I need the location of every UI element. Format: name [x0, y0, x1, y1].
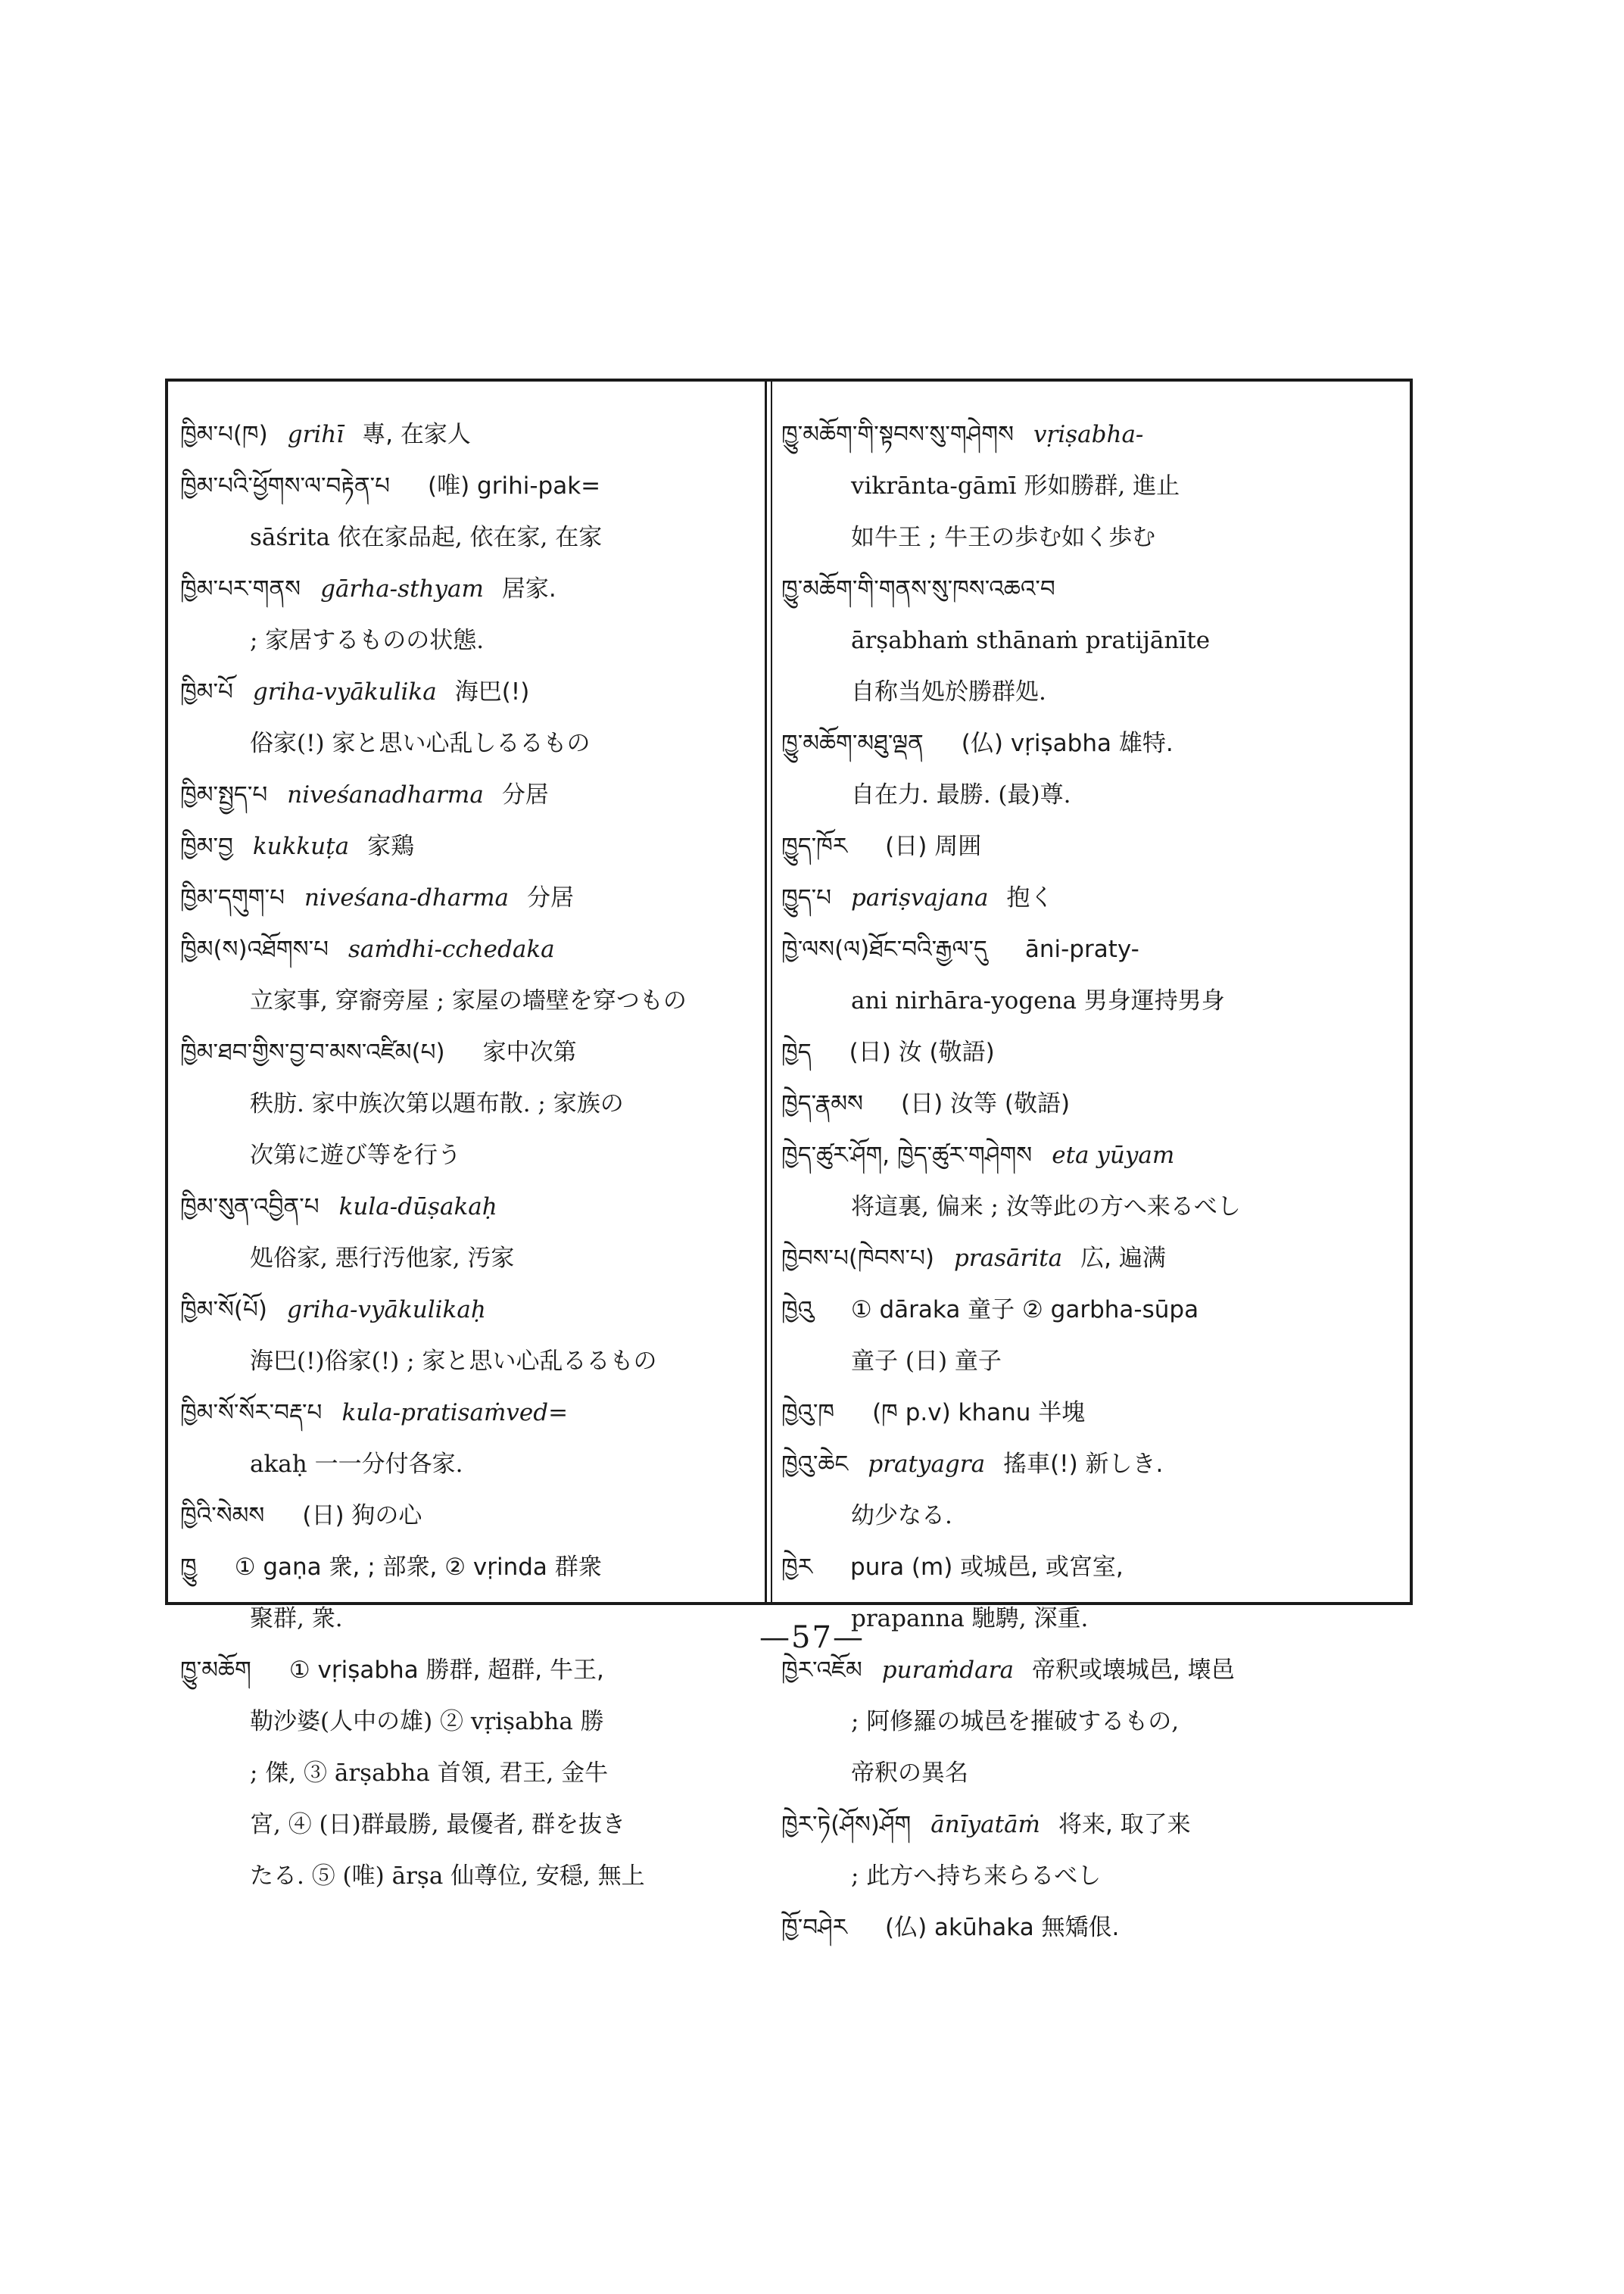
entry-headline: [781, 718, 1402, 769]
entry-headline: [781, 1078, 1402, 1130]
entry-continuation: 自称当処於勝群処.: [851, 678, 1046, 706]
entry-headline: [781, 821, 1402, 872]
dictionary-entry: [180, 1284, 756, 1387]
entry-continuation: 秩肪. 家中族次第以題布散. ; 家族の: [250, 1090, 624, 1117]
tibetan-headword: ཁྱོ་བཤེར: [781, 1914, 847, 1941]
entry-headline: [781, 924, 1402, 975]
entry-continuation: 宮, ④ (日)群最勝, 最優者, 群を抜き: [250, 1811, 626, 1838]
sanskrit-term: griha-vyākulikaḥ: [286, 1296, 486, 1323]
entry-headline: [781, 563, 1402, 615]
entry-continuation: vikrānta-gāmī 形如勝群, 進止: [851, 472, 1180, 500]
tibetan-headword: ཁྱེ་ལས(ལ)ཐོང་བའི་རྒྱལ་དུ: [781, 936, 987, 963]
entry-headline: [781, 409, 1402, 460]
dictionary-entry: [781, 1233, 1402, 1284]
sanskrit-term: pariṣvajana: [851, 884, 989, 912]
sanskrit-term: prasārita: [953, 1245, 1063, 1272]
definition: 家鶏: [367, 833, 415, 860]
dictionary-entry: [781, 1387, 1402, 1438]
dictionary-entry: [781, 821, 1402, 872]
definition: 広, 遍满: [1080, 1245, 1166, 1272]
entry-continuation: ; 此方へ持ち来らるべし: [851, 1862, 1102, 1890]
dictionary-entry: [180, 872, 756, 924]
tibetan-headword: ཁྱིའི་སེམས: [180, 1502, 265, 1529]
definition: 分居: [501, 781, 549, 809]
dictionary-entry: [781, 1902, 1402, 1953]
tibetan-headword: ཁྱེའུ: [781, 1296, 813, 1323]
sanskrit-term: eta yūyam: [1052, 1142, 1175, 1169]
definition: ① vṛiṣabha 勝群, 超群, 牛王,: [288, 1657, 604, 1684]
entry-headline: [781, 1438, 1402, 1490]
entry-headline: [180, 821, 756, 872]
entry-headline: [781, 872, 1402, 924]
dictionary-entry: [180, 1490, 756, 1541]
entry-continuation: 聚群, 衆.: [250, 1605, 343, 1632]
definition: (ཁ p.v) khanu 半塊: [872, 1399, 1086, 1426]
tibetan-headword: ཁྱིམ་དགུག་པ: [180, 884, 285, 912]
definition: āni-praty-: [1024, 936, 1139, 963]
tibetan-headword: ཁྱུ་མཆོག་གི་གནས་སུ་ཁས་འཆའ་བ: [781, 575, 1055, 603]
tibetan-headword: ཁྱེར་འཇོམ: [781, 1657, 862, 1684]
definition: 專, 在家人: [362, 421, 471, 448]
tibetan-headword: ཁྱེད་ཚུར་ཤོག, ཁྱེད་ཚུར་གཤེགས: [781, 1142, 1033, 1169]
entry-continuation: ārṣabhaṁ sthānaṁ pratijānīte: [851, 627, 1211, 654]
tibetan-headword: ཁྱེའུ་ཁ: [781, 1399, 835, 1426]
entry-continuation: たる. ⑤ (唯) ārṣa 仙尊位, 安穏, 無上: [250, 1862, 645, 1890]
entry-headline: [781, 1902, 1402, 1953]
sanskrit-term: grihī: [287, 421, 344, 448]
definition: 海巴(!): [454, 678, 530, 706]
dictionary-entry: [781, 872, 1402, 924]
tibetan-headword: ཁྱུད་ཁོར: [781, 833, 848, 860]
dictionary-entry: [781, 1078, 1402, 1130]
tibetan-headword: ཁྱིམ(ས)འཐོགས་པ: [180, 936, 329, 963]
dictionary-entry: [781, 409, 1402, 563]
sanskrit-term: niveśanadharma: [287, 781, 484, 809]
sanskrit-term: kula-pratisaṁved=: [341, 1399, 569, 1426]
entry-continuation: 如牛王 ; 牛王の歩む如く歩む: [851, 524, 1156, 551]
entry-continuation: 勒沙婆(人中の雄) ② vṛiṣabha 勝: [250, 1708, 604, 1735]
dictionary-entry: [180, 821, 756, 872]
sanskrit-term: saṁdhi-cchedaka: [348, 936, 555, 963]
entry-headline: [180, 409, 756, 460]
entry-headline: [781, 1130, 1402, 1181]
tibetan-headword: ཁྱེབས་པ(ཁེབས་པ): [781, 1245, 934, 1272]
dictionary-entry: [781, 1438, 1402, 1541]
entry-continuation: ; 傑, ③ ārṣabha 首領, 君王, 金牛: [250, 1759, 609, 1787]
entry-continuation: 次第に遊び等を行う: [250, 1142, 461, 1169]
definition: ① dāraka 童子 ② garbha-sūpa: [850, 1296, 1199, 1323]
entry-continuation: 処俗家, 悪行汚他家, 汚家: [250, 1245, 515, 1272]
entry-continuation: akaḥ 一一分付各家.: [250, 1451, 463, 1478]
right-column: [781, 409, 1402, 1953]
entry-headline: [180, 1387, 756, 1438]
tibetan-headword: ཁྱིམ་སུན་འབྱིན་པ: [180, 1193, 320, 1220]
tibetan-headword: ཁྱུ་མཆོག་གི་སྟབས་སུ་གཤེགས: [781, 421, 1014, 448]
tibetan-headword: ཁྱིམ་སྤྱད་པ: [180, 781, 268, 809]
tibetan-headword: ཁྱིམ་ཐབ་གྱིས་བྱ་བ་མས་འཛིམ(པ): [180, 1039, 445, 1066]
definition: (日) 汝 (敬語): [849, 1039, 995, 1066]
tibetan-headword: ཁྱུ: [180, 1554, 197, 1581]
entry-headline: [781, 1541, 1402, 1593]
dictionary-entry: [781, 1130, 1402, 1233]
tibetan-headword: ཁྱེར: [781, 1554, 813, 1581]
sanskrit-term: gārha-sthyam: [320, 575, 484, 603]
entry-headline: [180, 1181, 756, 1233]
definition: 家中次第: [482, 1039, 577, 1066]
entry-continuation: 自在力. 最勝. (最)尊.: [851, 781, 1071, 809]
dictionary-entry: [180, 1644, 756, 1902]
definition: 分居: [527, 884, 574, 912]
definition: 抱く: [1006, 884, 1054, 912]
dictionary-entry: [781, 1284, 1402, 1387]
tibetan-headword: ཁྱེར་ཏེ(ཤོས)ཤོག: [781, 1811, 912, 1838]
tibetan-headword: ཁྱུ་མཆོག: [180, 1657, 251, 1684]
dictionary-entry: [781, 924, 1402, 1027]
definition: (仏) akūhaka 無矯佷.: [885, 1914, 1120, 1941]
entry-headline: [180, 1027, 756, 1078]
entry-headline: [180, 666, 756, 718]
sanskrit-term: kukkuṭa: [252, 833, 350, 860]
entry-headline: [180, 460, 756, 512]
entry-continuation: 童子 (日) 童子: [851, 1348, 1002, 1375]
dictionary-entry: [781, 1027, 1402, 1078]
entry-headline: [781, 1027, 1402, 1078]
tibetan-headword: ཁྱིམ་བྱ: [180, 833, 233, 860]
sanskrit-term: griha-vyākulika: [252, 678, 437, 706]
entry-headline: [180, 563, 756, 615]
entry-headline: [781, 1799, 1402, 1850]
entry-continuation: 海巴(!)俗家(!) ; 家と思い心乱るるもの: [250, 1348, 657, 1375]
definition: 居家.: [501, 575, 556, 603]
sanskrit-term: niveśana-dharma: [304, 884, 509, 912]
tibetan-headword: ཁྱིམ་པར་གནས: [180, 575, 301, 603]
column-divider-inner: [771, 379, 772, 1605]
entry-continuation: 幼少なる.: [851, 1502, 952, 1529]
dictionary-entry: [180, 666, 756, 769]
entry-continuation: 立家事, 穿窬旁屋 ; 家屋の墻壁を穿つもの: [250, 987, 687, 1015]
entry-headline: [781, 1387, 1402, 1438]
entry-continuation: ani nirhāra-yogena 男身運持男身: [851, 987, 1225, 1015]
dictionary-entry: [180, 1387, 756, 1490]
definition: (唯) grihi-pak=: [428, 472, 601, 500]
definition: 搖車(!) 新しき.: [1003, 1451, 1164, 1478]
entry-continuation: ; 阿修羅の城邑を摧破するもの,: [851, 1708, 1180, 1735]
definition: (日) 汝等 (敬語): [900, 1090, 1071, 1117]
definition: (日) 狗の心: [302, 1502, 422, 1529]
sanskrit-term: puraṁdara: [881, 1657, 1014, 1684]
entry-continuation: sāśrita 依在家品起, 依在家, 在家: [250, 524, 603, 551]
dictionary-entry: [781, 718, 1402, 821]
entry-continuation: 将這裏, 偏来 ; 汝等此の方へ来るべし: [851, 1193, 1241, 1220]
page-number: —57—: [759, 1620, 865, 1655]
dictionary-entry: [781, 1799, 1402, 1902]
definition: 将来, 取了来: [1058, 1811, 1191, 1838]
column-divider: [765, 379, 767, 1605]
entry-headline: [180, 924, 756, 975]
entry-continuation: prapanna 馳騁, 深重.: [851, 1605, 1089, 1632]
dictionary-entry: [180, 409, 756, 460]
entry-headline: [180, 872, 756, 924]
entry-headline: [781, 1233, 1402, 1284]
dictionary-entry: [180, 563, 756, 666]
tibetan-headword: ཁྱུ་མཆོག་མཐུ་ལྡན: [781, 730, 924, 757]
entry-headline: [180, 1490, 756, 1541]
definition: ① gaṇa 衆, ; 部衆, ② vṛinda 群衆: [234, 1554, 602, 1581]
definition: 帝釈或壊城邑, 壊邑: [1031, 1657, 1235, 1684]
dictionary-entry: [781, 1644, 1402, 1799]
definition: (日) 周囲: [885, 833, 982, 860]
tibetan-headword: ཁྱིམ་སོ(པོ): [180, 1296, 267, 1323]
sanskrit-term: ānīyatāṁ: [930, 1811, 1040, 1838]
sanskrit-term: kula-dūṣakaḥ: [338, 1193, 497, 1220]
tibetan-headword: ཁྱེད་རྣམས: [781, 1090, 863, 1117]
entry-continuation: 帝釈の異名: [851, 1759, 968, 1787]
dictionary-entry: [781, 563, 1402, 718]
sanskrit-term: vṛiṣabha-: [1033, 421, 1144, 448]
entry-continuation: ; 家居するものの状態.: [250, 627, 485, 654]
tibetan-headword: ཁྱིམ་པའི་ཕྱོགས་ལ་བརྟེན་པ: [180, 472, 391, 500]
dictionary-entry: [180, 924, 756, 1027]
definition: pura (m) 或城邑, 或宮室,: [850, 1554, 1124, 1581]
entry-headline: [180, 1541, 756, 1593]
entry-headline: [180, 1284, 756, 1336]
tibetan-headword: ཁྱེའུ་ཆེང: [781, 1451, 849, 1478]
entry-continuation: 俗家(!) 家と思い心乱しるるもの: [250, 730, 591, 757]
dictionary-entry: [180, 1027, 756, 1181]
tibetan-headword: ཁྱུད་པ: [781, 884, 832, 912]
definition: (仏) vṛiṣabha 雄特.: [961, 730, 1174, 757]
tibetan-headword: ཁྱིམ་པོ: [180, 678, 233, 706]
entry-headline: [781, 1284, 1402, 1336]
sanskrit-term: pratyagra: [868, 1451, 986, 1478]
left-column: [180, 409, 756, 1902]
tibetan-headword: ཁྱིམ་པ(ཁ): [180, 421, 268, 448]
dictionary-entry: [180, 1181, 756, 1284]
entry-headline: [180, 769, 756, 821]
dictionary-entry: [180, 769, 756, 821]
dictionary-entry: [180, 460, 756, 563]
tibetan-headword: ཁྱེད: [781, 1039, 812, 1066]
tibetan-headword: ཁྱིམ་སོ་སོར་བརྡ་པ: [180, 1399, 323, 1426]
